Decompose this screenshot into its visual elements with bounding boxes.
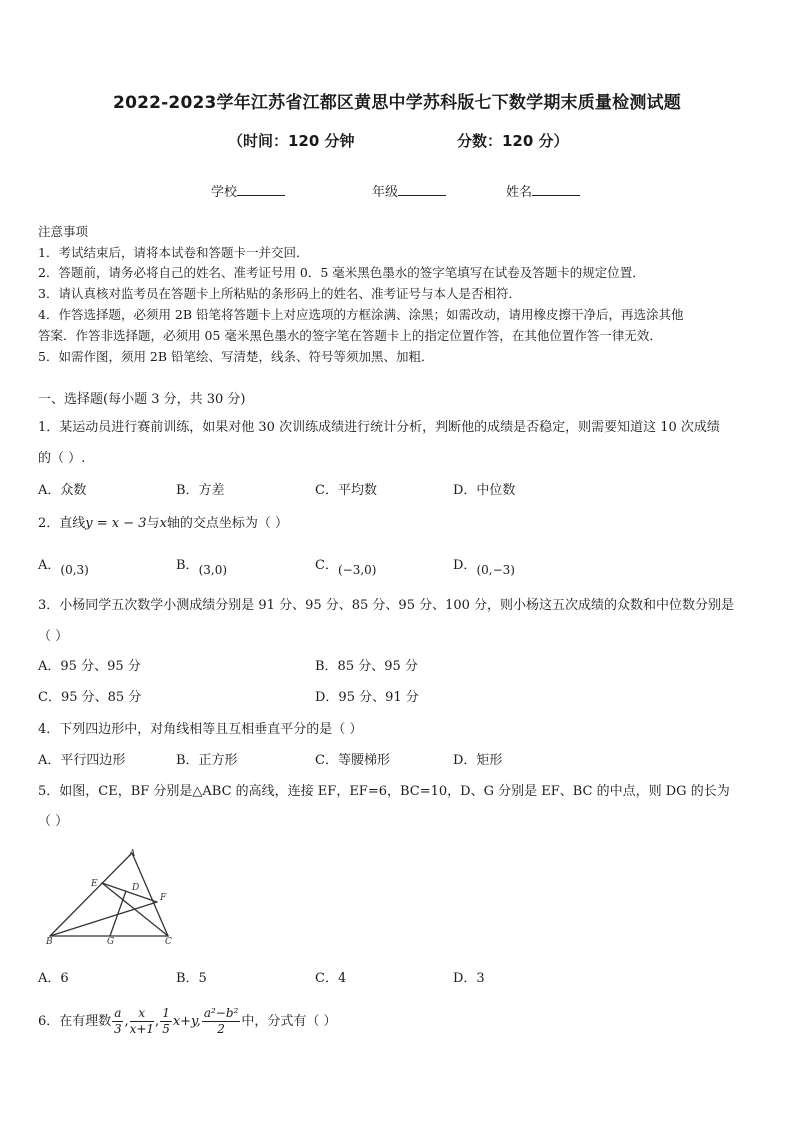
q5-option-a: A．6 <box>38 971 69 986</box>
q2-option-d-label: D． <box>453 558 477 573</box>
notice-item: 3．请认真核对监考员在答题卡上所粘贴的条形码上的姓名、准考证号与本人是否相符． <box>38 286 521 301</box>
question-1-text: 1．某运动员进行赛前训练，如果对他 30 次训练成绩进行统计分析，判断他的成绩是否稳定，则需要知道这 10 次成绩 <box>38 420 720 435</box>
notice-item: 1．考试结束后，请将本试卷和答题卡一并交回． <box>38 245 309 260</box>
name-field <box>506 181 580 200</box>
fraction-1 <box>112 1006 123 1037</box>
q4-option-d: D．矩形 <box>453 753 503 768</box>
question-3-text: 3．小杨同学五次数学小测成绩分别是 91 分、95 分、85 分、95 分、100 分，则小杨这五次成绩的众数和中位数分别是 <box>38 598 735 613</box>
fraction-3 <box>160 1006 172 1037</box>
question-3-text-cont: （ ） <box>38 629 69 644</box>
label-a: A <box>129 849 136 859</box>
q4-option-b: B．正方形 <box>176 753 238 768</box>
triangle-figure <box>40 846 180 946</box>
fraction-4-den: 2 <box>217 1022 225 1036</box>
q2-option-d <box>453 554 515 577</box>
q1-option-b: B．方差 <box>176 483 225 498</box>
question-5-text-cont: （ ） <box>38 814 69 829</box>
q3-option-c: C．95 分、85 分 <box>38 690 142 705</box>
q1-option-d: D．中位数 <box>453 483 516 498</box>
q5-option-d: D．3 <box>453 971 485 986</box>
q2-axis: x <box>159 516 167 531</box>
q2-suffix: 轴的交点坐标为（ ） <box>166 516 289 531</box>
q2-option-a-label: A． <box>38 558 61 573</box>
exam-score: 分数：120 分） <box>457 132 569 150</box>
label-c: C <box>165 937 172 946</box>
notice-item: 答案．作答非选择题，必须用 05 毫米黑色墨水的签字笔在答题卡上的指定位置作答，在其他位置作答一律无效． <box>38 328 662 343</box>
fraction-2-num: x <box>130 1006 154 1022</box>
fraction-4-num: a²−b² <box>203 1006 239 1020</box>
q2-mid: 与 <box>146 516 160 531</box>
exam-time: （时间：120 分钟 <box>228 132 355 150</box>
fraction-4 <box>202 1006 241 1037</box>
q2-option-d-value: (0,−3) <box>476 563 515 577</box>
notice-item: 4．作答选择题，必须用 2B 铅笔将答题卡上对应选项的方框涂满、涂黑；如需改动，请用橡皮擦干净后，再选涂其他 <box>38 307 684 322</box>
name-label: 姓名 <box>506 185 533 200</box>
q3-option-b: B．85 分、95 分 <box>315 659 418 674</box>
fraction-1-den: 3 <box>114 1022 122 1036</box>
q3-option-a: A．95 分、95 分 <box>38 659 141 674</box>
q2-equation: y = x − 3 <box>85 516 147 531</box>
grade-blank <box>398 183 446 196</box>
grade-label: 年级 <box>372 185 399 200</box>
q3-option-d: D．95 分、91 分 <box>315 690 419 705</box>
q1-option-c: C．平均数 <box>315 483 377 498</box>
label-f: F <box>160 893 167 903</box>
notice-item: 2．答题前，请务必将自己的姓名、准考证号用 0．5 毫米黑色墨水的签字笔填写在试卷及答题卡的规定位置． <box>38 265 645 280</box>
fraction-2 <box>130 1006 154 1037</box>
segment-dg <box>110 891 126 936</box>
q4-option-a: A．平行四边形 <box>38 753 126 768</box>
name-blank <box>532 183 580 196</box>
q4-option-c: C．等腰梯形 <box>315 753 390 768</box>
fraction-3-num: 1 <box>162 1006 170 1020</box>
q2-prefix: 2．直线 <box>38 516 86 531</box>
fraction-1-num: a <box>114 1006 122 1020</box>
fraction-2-den: x+1 <box>129 1022 155 1036</box>
question-2-text <box>38 512 288 531</box>
fraction-3-den: 5 <box>162 1022 170 1036</box>
q2-option-b-value: (3,0) <box>198 563 228 577</box>
question-6-text: 6．在有理数 $\frac{a}{3}$ , $\frac{x}{x+1}$ , $\frac{1}{5}$ x+y, $\frac{\text{a²−b²}}{2}$ 中，分式有（ ） <box>38 1006 337 1036</box>
notice-item: 5．如需作图，须用 2B 铅笔绘、写清楚，线条、符号等须加黑、加粗． <box>38 349 434 364</box>
q2-option-b-label: B． <box>176 558 199 573</box>
label-b: B <box>46 937 53 946</box>
q2-option-c-value: (−3,0) <box>337 563 377 577</box>
q5-option-c: C．4 <box>315 971 347 986</box>
q6-prefix: 6．在有理数 <box>38 1014 112 1029</box>
school-blank <box>237 183 285 196</box>
question-5-text: 5．如图，CE，BF 分别是△ABC 的高线，连接 EF，EF=6，BC=10，D、G 分别是 EF、BC 的中点，则 DG 的长为 <box>38 784 730 799</box>
q2-option-c <box>315 554 377 577</box>
notice-heading: 注意事项 <box>38 224 89 239</box>
q1-option-a: A．众数 <box>38 483 87 498</box>
question-1-text-cont: 的（ ）. <box>38 451 86 466</box>
question-4-text: 4．下列四边形中，对角线相等且互相垂直平分的是（ ） <box>38 722 363 737</box>
q6-suffix: 中，分式有（ ） <box>241 1014 337 1029</box>
q2-option-a-value: (0,3) <box>60 563 89 577</box>
grade-field <box>372 181 446 200</box>
q5-option-b: B．5 <box>176 971 207 986</box>
fraction-3-tail: x+y, <box>172 1014 201 1029</box>
school-label: 学校 <box>211 185 238 200</box>
school-field <box>211 181 285 200</box>
q2-option-c-label: C． <box>315 558 338 573</box>
label-d: D <box>132 883 140 893</box>
label-e: E <box>91 879 98 889</box>
section-heading: 一、选择题(每小题 3 分，共 30 分) <box>38 392 246 407</box>
q2-option-b <box>176 554 228 577</box>
label-g: G <box>107 937 115 946</box>
exam-title: 2022-2023学年江苏省江都区黄思中学苏科版七下数学期末质量检测试题 <box>113 93 681 113</box>
q2-option-a <box>38 554 89 577</box>
